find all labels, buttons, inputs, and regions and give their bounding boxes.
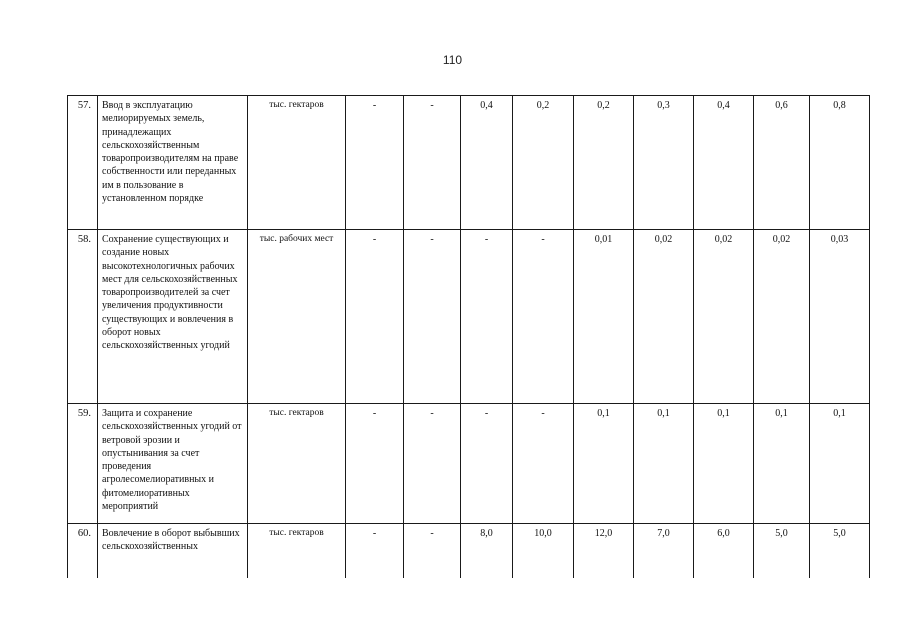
unit-cell: тыс. гектаров: [248, 404, 346, 524]
value-cell: 0,1: [694, 404, 754, 524]
table-row: [68, 404, 870, 524]
value-cell: -: [513, 404, 574, 524]
value-cell: -: [346, 404, 404, 524]
value-cell: 12,0: [574, 524, 634, 578]
indicator-name: Ввод в эксплуатацию мелиорируемых земель, принадлежащих сельскохозяйственным товаропроизводителям на праве собственности или переданных им в пользование в установленном порядке: [98, 96, 248, 230]
value-cell: 7,0: [634, 524, 694, 578]
row-number: 60.: [68, 524, 98, 578]
value-cell: 0,2: [513, 96, 574, 230]
row-number: 58.: [68, 230, 98, 404]
value-cell: 0,1: [574, 404, 634, 524]
indicator-name: Защита и сохранение сельскохозяйственных угодий от ветровой эрозии и опустынивания за счет проведения агролесомелиоративных и фитомелиоративных мероприятий: [98, 404, 248, 524]
value-cell: -: [404, 96, 461, 230]
value-cell: 0,1: [754, 404, 810, 524]
value-cell: 0,8: [810, 96, 870, 230]
value-cell: 8,0: [461, 524, 513, 578]
value-cell: 5,0: [810, 524, 870, 578]
value-cell: 0,01: [574, 230, 634, 404]
value-cell: 0,02: [754, 230, 810, 404]
table-row: [68, 96, 870, 230]
value-cell: 6,0: [694, 524, 754, 578]
value-cell: -: [404, 524, 461, 578]
value-cell: -: [346, 524, 404, 578]
table-row: [68, 230, 870, 404]
value-cell: 0,1: [634, 404, 694, 524]
value-cell: -: [404, 230, 461, 404]
indicators-table: [67, 95, 870, 578]
value-cell: 0,2: [574, 96, 634, 230]
value-cell: -: [513, 230, 574, 404]
value-cell: -: [404, 404, 461, 524]
row-number: 59.: [68, 404, 98, 524]
value-cell: 0,4: [694, 96, 754, 230]
value-cell: -: [346, 230, 404, 404]
value-cell: 0,02: [634, 230, 694, 404]
indicator-name: Сохранение существующих и создание новых высокотехнологичных рабочих мест для сельскохозяйственных товаропроизводителей за счет увеличения продуктивности существующих и вовлечения в оборот новых сельскохозяйственных угодий: [98, 230, 248, 404]
value-cell: 10,0: [513, 524, 574, 578]
indicator-name: Вовлечение в оборот выбывших сельскохозяйственных: [98, 524, 248, 578]
unit-cell: тыс. гектаров: [248, 96, 346, 230]
row-number: 57.: [68, 96, 98, 230]
value-cell: 5,0: [754, 524, 810, 578]
value-cell: 0,03: [810, 230, 870, 404]
value-cell: -: [461, 404, 513, 524]
value-cell: -: [461, 230, 513, 404]
table-row: [68, 524, 870, 578]
value-cell: 0,02: [694, 230, 754, 404]
unit-cell: тыс. гектаров: [248, 524, 346, 578]
value-cell: -: [346, 96, 404, 230]
value-cell: 0,4: [461, 96, 513, 230]
page-number: 110: [442, 53, 463, 67]
value-cell: 0,1: [810, 404, 870, 524]
unit-cell: тыс. рабочих мест: [248, 230, 346, 404]
value-cell: 0,3: [634, 96, 694, 230]
value-cell: 0,6: [754, 96, 810, 230]
